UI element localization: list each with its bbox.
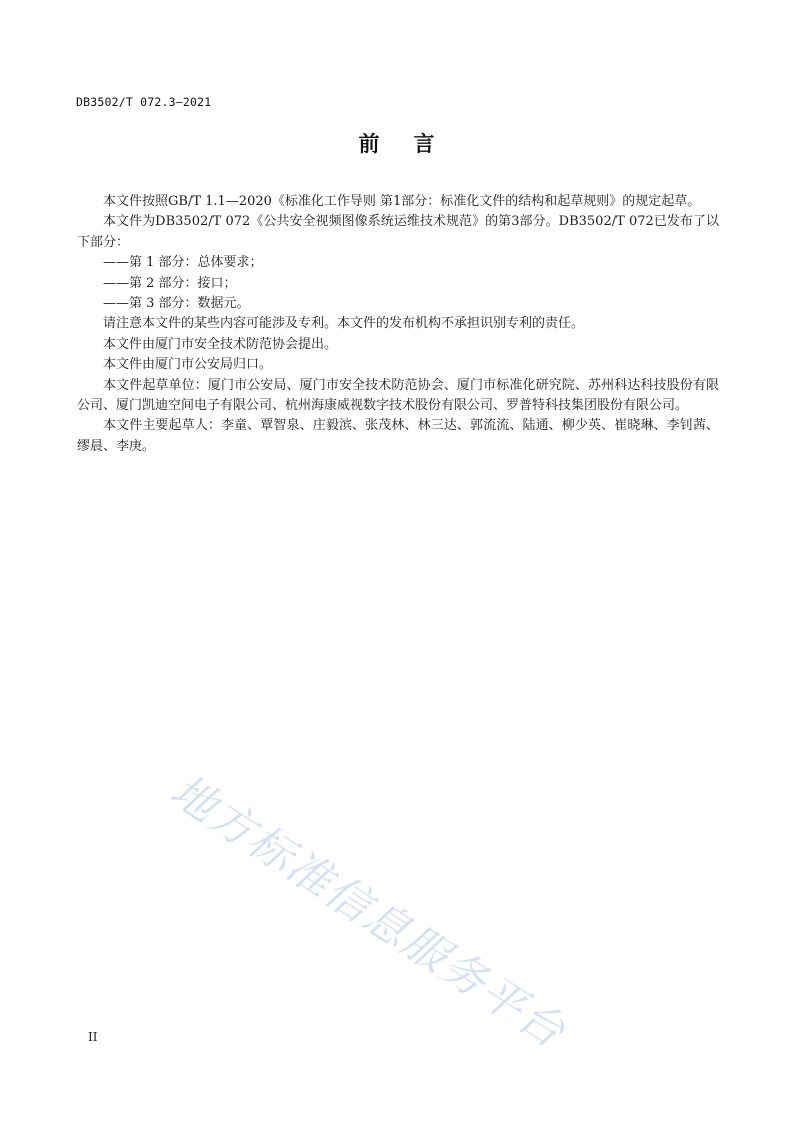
document-body	[77, 192, 719, 457]
paragraph-drafting-rules: 本文件按照GB/T 1.1—2020《标准化工作导则 第1部分：标准化文件的结构和起草规则》的规定起草。	[103, 194, 701, 209]
watermark: 地方标准信息服务平台	[161, 765, 575, 1059]
paragraph-drafters: 本文件主要起草人：李童、覃智泉、庄毅滨、张茂林、林三达、郭流流、陆通、柳少英、崔晓琳、李钊茜、缪晨、李庚。	[77, 418, 719, 454]
list-item-part-2: ——第 2 部分：接口；	[103, 275, 237, 291]
paragraph-proposer: 本文件由厦门市安全技术防范协会提出。	[103, 336, 338, 352]
list-item-part-3: ——第 3 部分：数据元。	[103, 296, 250, 312]
paragraph-patent-notice: 请注意本文件的某些内容可能涉及专利。本文件的发布机构不承担识别专利的责任。	[103, 316, 585, 332]
list-item-part-1: ——第 1 部分：总体要求；	[103, 255, 263, 271]
document-code: DB3502/T 072.3—2021	[76, 95, 212, 109]
paragraph-drafting-units: 本文件起草单位：厦门市公安局、厦门市安全技术防范协会、厦门市标准化研究院、苏州科达科技股份有限公司、厦门凯迪空间电子有限公司、杭州海康威视数字技术股份有限公司、罗普特科技集团股份有限公司。	[77, 377, 719, 414]
paragraph-administrator: 本文件由厦门市公安局归口。	[103, 357, 273, 373]
paragraph-series-intro: 本文件为DB3502/T 072《公共安全视频图像系统运维技术规范》的第3部分。DB3502/T 072已发布了以下部分：	[77, 214, 719, 250]
page-number: II	[88, 1030, 98, 1044]
page-title: 前言	[358, 132, 469, 156]
